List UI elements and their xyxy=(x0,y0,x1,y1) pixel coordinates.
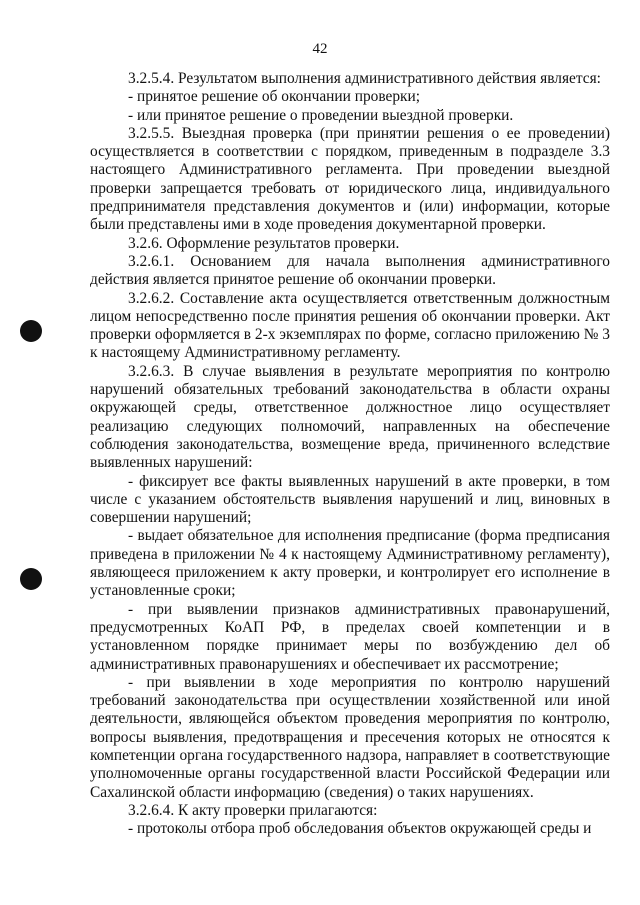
paragraph: 3.2.5.4. Результатом выполнения административного действия является: xyxy=(128,70,601,87)
list-item: - при выявлении в ходе мероприятия по контролю нарушений требований законодательства при осуществлении хозяйственной или иной деятельности, являющейся объектом проведения мероприятия по контролю, вопросы выявления, предотвращения и пресечения которых не относятся к компетенции органа государственного надзора, направляет в соответствующие уполномоченные органы государственной власти Российской Федерации или Сахалинской области информацию (сведения) о таких нарушениях. xyxy=(90,673,610,801)
punch-hole-mark xyxy=(20,320,42,342)
paragraph: 3.2.5.5. Выездная проверка (при принятии решения о ее проведении) осуществляется в соответствии с порядком, приведенным в подразделе 3.3 настоящего Административного регламента. При проведении выездной проверки запрещается требовать от юридического лица, индивидуального предпринимателя представления документов и (или) информации, которые были представлены ими в ходе проведения документарной проверки. xyxy=(90,124,610,234)
list-item: - или принятое решение о проведении выездной проверки. xyxy=(128,106,514,124)
paragraph: 3.2.6.1. Основанием для начала выполнения административного действия является принятое решение об окончании проверки. xyxy=(90,252,610,289)
paragraph: 3.2.6.2. Составление акта осуществляется ответственным должностным лицом непосредственно после принятия решения об окончании проверки. Акт проверки оформляется в 2-х экземплярах по форме, согласно приложению № 3 к настоящему Административному регламенту. xyxy=(90,289,610,362)
paragraph: 3.2.6.3. В случае выявления в результате мероприятия по контролю нарушений обязательных требований законодательства в области охраны окружающей среды, ответственное должностное лицо осуществляет реализацию следующих полномочий, направленных на обеспечение соблюдения законодательства, возмещение вреда, причиненного вследствие выявленных нарушений: xyxy=(90,362,610,472)
document-body xyxy=(90,70,610,838)
paragraph: 3.2.6.4. К акту проверки прилагаются: xyxy=(128,801,378,819)
page-number: 42 xyxy=(312,41,328,57)
list-item: - при выявлении признаков административных правонарушений, предусмотренных КоАП РФ, в пределах своей компетенции и в установленном порядке принимает меры по возбуждению дел об административных правонарушениях и обеспечивает их рассмотрение; xyxy=(90,600,610,673)
punch-hole-mark xyxy=(20,568,42,590)
paragraph: 3.2.6. Оформление результатов проверки. xyxy=(128,234,400,252)
list-item: - протоколы отбора проб обследования объектов окружающей среды и xyxy=(128,820,592,838)
list-item: - фиксирует все факты выявленных нарушений в акте проверки, в том числе с указанием обстоятельств выявления нарушений и лиц, виновных в совершении нарушений; xyxy=(90,472,610,527)
list-item: - выдает обязательное для исполнения предписание (форма предписания приведена в приложении № 4 к настоящему Административному регламенту), являющееся приложением к акту проверки, и контролирует его исполнение в установленные сроки; xyxy=(90,527,610,600)
list-item: - принятое решение об окончании проверки; xyxy=(128,88,421,106)
